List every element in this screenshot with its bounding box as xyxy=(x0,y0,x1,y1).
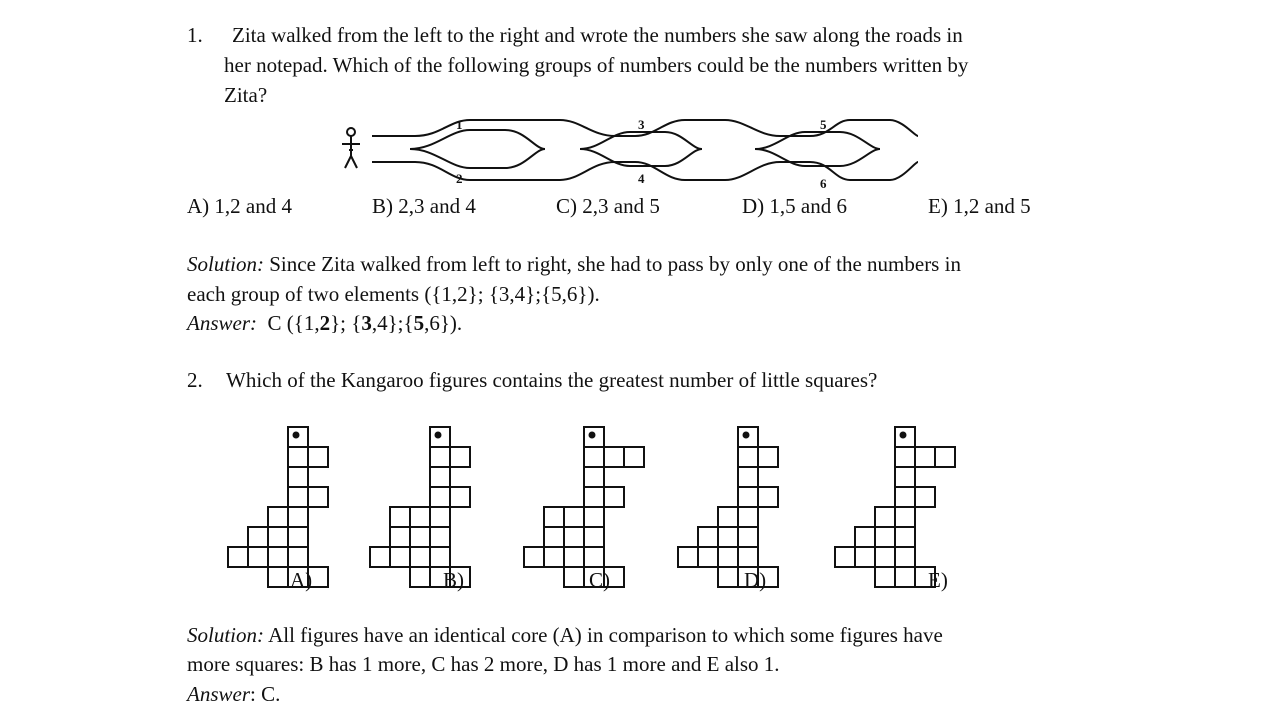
grid-square xyxy=(624,447,644,467)
grid-square xyxy=(855,547,875,567)
road-label-1: 1 xyxy=(456,117,463,132)
grid-square xyxy=(698,547,718,567)
grid-square xyxy=(758,447,778,467)
q2-answer xyxy=(187,680,280,709)
eye-dot xyxy=(901,433,906,438)
grid-square xyxy=(564,527,584,547)
grid-square xyxy=(738,487,758,507)
kangaroo-figure-e xyxy=(835,427,955,587)
grid-square xyxy=(895,487,915,507)
q1-solution-line2: each group of two elements ({1,2}; {3,4};{5,6}). xyxy=(187,282,600,306)
grid-square xyxy=(450,447,470,467)
grid-square xyxy=(604,487,624,507)
q2-answer-label: Answer xyxy=(187,682,250,706)
q1-text-line3: Zita? xyxy=(224,83,268,107)
q2-solution-text1: All figures have an identical core (A) in comparison to which some figures have xyxy=(268,623,943,647)
grid-square xyxy=(524,547,544,567)
grid-square xyxy=(895,567,915,587)
figure-label-b: B) xyxy=(443,568,464,592)
walker-figure xyxy=(342,128,360,168)
grid-square xyxy=(718,507,738,527)
q1-answer-b: 2 xyxy=(319,311,331,335)
grid-square xyxy=(544,527,564,547)
figure-label-c: C) xyxy=(589,568,610,592)
grid-square xyxy=(738,447,758,467)
grid-square xyxy=(678,547,698,567)
grid-square xyxy=(564,547,584,567)
figure-label-a: A) xyxy=(290,568,313,592)
grid-square xyxy=(308,447,328,467)
grid-square xyxy=(875,547,895,567)
grid-square xyxy=(430,487,450,507)
grid-square xyxy=(584,527,604,547)
grid-square xyxy=(450,487,470,507)
eye-dot xyxy=(436,433,441,438)
q2-solution-line2: more squares: B has 1 more, C has 2 more, D has 1 more and E also 1. xyxy=(187,652,780,676)
q1-answer xyxy=(187,309,462,338)
grid-square xyxy=(268,547,288,567)
grid-square xyxy=(248,527,268,547)
grid-square xyxy=(288,507,308,527)
grid-square xyxy=(698,527,718,547)
grid-square xyxy=(268,527,288,547)
grid-square xyxy=(370,547,390,567)
road-label-4: 4 xyxy=(638,171,645,186)
figure-label-d: D) xyxy=(744,568,767,592)
grid-square xyxy=(268,507,288,527)
road-label-5: 5 xyxy=(820,117,827,132)
kangaroo-figure-d xyxy=(678,427,778,587)
q2-question: Which of the Kangaroo figures contains the greatest number of little squares? xyxy=(226,368,878,392)
grid-square xyxy=(718,527,738,547)
q1-solution-text1: Since Zita walked from left to right, she had to pass by only one of the numbers in xyxy=(269,252,961,276)
grid-square xyxy=(855,527,875,547)
q2-solution-label: Solution: xyxy=(187,623,264,647)
grid-square xyxy=(288,547,308,567)
grid-square xyxy=(604,447,624,467)
q1-number: 1. xyxy=(187,23,203,47)
q1-answer-f: 5 xyxy=(413,311,425,335)
grid-square xyxy=(544,547,564,567)
grid-square xyxy=(288,467,308,487)
q1-option-c: C) 2,3 and 5 xyxy=(556,194,660,218)
q1-answer-d: 3 xyxy=(361,311,372,335)
grid-square xyxy=(875,567,895,587)
grid-square xyxy=(288,447,308,467)
grid-square xyxy=(718,567,738,587)
q2-number: 2. xyxy=(187,368,203,392)
grid-square xyxy=(390,507,410,527)
grid-square xyxy=(248,547,268,567)
grid-square xyxy=(738,527,758,547)
grid-square xyxy=(895,447,915,467)
grid-square xyxy=(410,507,430,527)
eye-dot xyxy=(294,433,299,438)
kangaroo-figure-a xyxy=(228,427,328,587)
grid-square xyxy=(430,507,450,527)
kangaroo-figures xyxy=(0,415,1279,595)
grid-square xyxy=(895,547,915,567)
grid-square xyxy=(564,567,584,587)
grid-square xyxy=(915,447,935,467)
grid-square xyxy=(875,527,895,547)
grid-square xyxy=(738,467,758,487)
grid-square xyxy=(288,487,308,507)
q1-solution-line1 xyxy=(187,250,961,279)
grid-square xyxy=(228,547,248,567)
q1-answer-c: }; { xyxy=(330,311,362,335)
grid-square xyxy=(584,487,604,507)
grid-square xyxy=(308,487,328,507)
grid-square xyxy=(390,547,410,567)
q1-option-e: E) 1,2 and 5 xyxy=(928,194,1031,218)
grid-square xyxy=(564,507,584,527)
q1-option-a: A) 1,2 and 4 xyxy=(187,194,292,218)
grid-square xyxy=(875,507,895,527)
kangaroo-figure-c xyxy=(524,427,644,587)
grid-square xyxy=(758,487,778,507)
grid-square xyxy=(915,487,935,507)
road-label-6: 6 xyxy=(820,176,827,191)
road-label-2: 2 xyxy=(456,171,463,186)
grid-square xyxy=(738,507,758,527)
grid-square xyxy=(895,527,915,547)
grid-square xyxy=(390,527,410,547)
q2-answer-text: : C. xyxy=(250,682,281,706)
grid-square xyxy=(410,567,430,587)
grid-square xyxy=(584,447,604,467)
grid-square xyxy=(430,467,450,487)
grid-square xyxy=(430,547,450,567)
grid-square xyxy=(430,527,450,547)
grid-square xyxy=(584,467,604,487)
q1-answer-e: ,4};{ xyxy=(371,311,414,335)
eye-dot xyxy=(590,433,595,438)
grid-square xyxy=(430,447,450,467)
grid-square xyxy=(718,547,738,567)
road-label-3: 3 xyxy=(638,117,645,132)
eye-dot xyxy=(744,433,749,438)
grid-square xyxy=(584,547,604,567)
q1-option-b: B) 2,3 and 4 xyxy=(372,194,476,218)
q2-solution-line1 xyxy=(187,621,943,650)
grid-square xyxy=(698,527,718,547)
grid-square xyxy=(410,547,430,567)
q1-answer-a: C ({1, xyxy=(267,311,320,335)
q1-text-line2: her notepad. Which of the following groups of numbers could be the numbers written by xyxy=(224,53,969,77)
grid-square xyxy=(895,507,915,527)
grid-square xyxy=(835,547,855,567)
grid-square xyxy=(738,547,758,567)
figure-label-e: E) xyxy=(928,568,948,592)
grid-square xyxy=(584,507,604,527)
roads-diagram xyxy=(330,112,930,192)
kangaroo-figure-b xyxy=(370,427,470,587)
q1-answer-label: Answer: xyxy=(187,311,257,335)
q1-answer-g: ,6}). xyxy=(424,311,463,335)
q1-solution-label: Solution: xyxy=(187,252,264,276)
grid-square xyxy=(410,527,430,547)
grid-square xyxy=(895,467,915,487)
q1-option-d: D) 1,5 and 6 xyxy=(742,194,847,218)
grid-square xyxy=(288,527,308,547)
grid-square xyxy=(544,507,564,527)
grid-square xyxy=(935,447,955,467)
q1-text-line1: Zita walked from the left to the right and wrote the numbers she saw along the roads in xyxy=(232,23,963,47)
grid-square xyxy=(268,567,288,587)
